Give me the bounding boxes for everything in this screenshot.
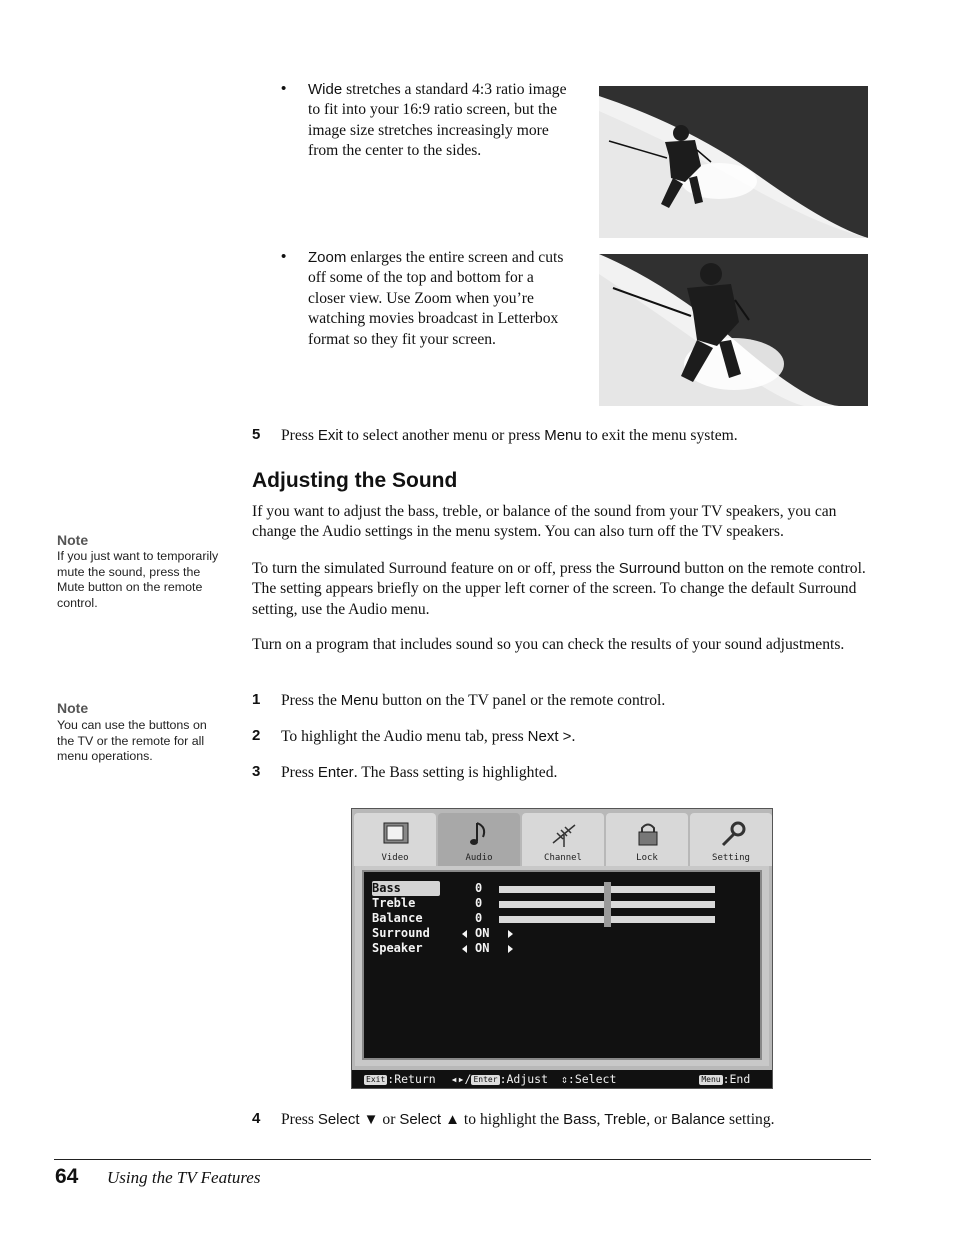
menu-row-balance: Balance bbox=[372, 911, 423, 925]
paragraph-1: If you want to adjust the bass, treble, or balance of the sound from your TV speakers, you can change the Audio settings in the menu system. You can also turn off the TV speakers. bbox=[252, 503, 837, 541]
level-knob bbox=[604, 897, 611, 912]
bullet-keyword: Wide bbox=[308, 81, 343, 98]
bullet-marker: • bbox=[281, 80, 287, 97]
tab-label: Lock bbox=[636, 853, 658, 863]
menu-screen bbox=[362, 870, 762, 1060]
footer-rule bbox=[54, 1159, 871, 1160]
menu-row-speaker: Speaker bbox=[372, 941, 423, 955]
text-fragment: Press bbox=[281, 1111, 318, 1128]
left-right-arrows-icon: ◂▸ bbox=[450, 1072, 465, 1086]
arrow-left-icon bbox=[462, 945, 467, 953]
row-label: Bass bbox=[372, 881, 401, 895]
note-text: You can use the buttons on the TV or the remote for all menu operations. bbox=[57, 718, 207, 764]
step-number: 1 bbox=[252, 691, 261, 708]
button-ref: Select ▼ bbox=[317, 1111, 379, 1128]
text-fragment: button on the TV panel or the remote control. bbox=[378, 692, 666, 709]
button-ref: Menu bbox=[340, 692, 379, 709]
row-value: ON bbox=[475, 926, 490, 940]
tab-label: Audio bbox=[465, 853, 493, 863]
tab-audio bbox=[438, 813, 520, 866]
setting-ref: Bass bbox=[563, 1111, 597, 1128]
row-value: ON bbox=[475, 941, 490, 955]
text-fragment: setting. bbox=[725, 1111, 775, 1128]
tab-channel bbox=[522, 813, 604, 866]
page-number: 64 bbox=[55, 1165, 79, 1188]
note-text: If you just want to temporarily mute the sound, press the Mute button on the remote control. bbox=[57, 549, 219, 610]
level-bar bbox=[499, 916, 715, 923]
wide-photo bbox=[599, 86, 868, 238]
step-4-text bbox=[281, 1110, 881, 1130]
text-fragment: button on the remote control. The setting appears briefly on the upper left corner of the screen. To change the default Surround setting, use the Audio menu. bbox=[252, 560, 866, 618]
section-heading: Adjusting the Sound bbox=[252, 469, 458, 492]
text-fragment: To highlight the Audio menu tab, press bbox=[281, 728, 528, 745]
bullet-text: enlarges the entire screen and cuts off some of the top and bottom for a closer view. Use Zoom when you’re watching movies broadcast in Letterbox format so they fit your screen. bbox=[308, 249, 564, 348]
bullet-marker: • bbox=[281, 248, 287, 265]
bullet-zoom bbox=[308, 248, 570, 350]
tab-video bbox=[354, 813, 436, 866]
button-ref: Select ▲ bbox=[399, 1111, 461, 1128]
footer-title: Using the TV Features bbox=[107, 1168, 261, 1187]
text-fragment: Press bbox=[281, 764, 318, 781]
menu-status-bar bbox=[352, 1070, 772, 1088]
setting-ref: Balance bbox=[670, 1111, 726, 1128]
video-icon bbox=[381, 819, 411, 849]
step-number: 5 bbox=[252, 426, 261, 443]
setting-ref: Treble bbox=[604, 1111, 647, 1128]
step-number: 2 bbox=[252, 727, 261, 744]
note-label: Note bbox=[57, 700, 89, 716]
text-fragment: , or bbox=[646, 1111, 671, 1128]
antenna-icon bbox=[549, 819, 579, 849]
text-fragment: To turn the simulated Surround feature on or off, press the bbox=[252, 560, 619, 577]
menu-panel bbox=[355, 866, 769, 1066]
status-text: :End bbox=[722, 1072, 751, 1086]
menu-row-treble: Treble bbox=[372, 896, 416, 910]
paragraph-3: Turn on a program that includes sound so you can check the results of your sound adjustments. bbox=[252, 636, 845, 653]
bullet-text: stretches a standard 4:3 ratio image to fit into your 16:9 ratio screen, but the image size stretches increasingly more from the center to the sides. bbox=[308, 81, 567, 160]
status-text: :Select bbox=[567, 1072, 617, 1086]
step-2-text bbox=[281, 727, 871, 747]
text-fragment: or bbox=[378, 1111, 400, 1128]
arrow-right-icon bbox=[508, 945, 513, 953]
step-number: 4 bbox=[252, 1110, 261, 1127]
menu-row-surround: Surround bbox=[372, 926, 430, 940]
exit-key-icon: Exit bbox=[366, 1075, 386, 1084]
paragraph-2 bbox=[252, 559, 872, 620]
enter-key-icon: Enter bbox=[473, 1075, 498, 1084]
status-text: :Adjust bbox=[499, 1072, 549, 1086]
up-down-arrows-icon: ⇕ bbox=[560, 1072, 568, 1086]
tv-audio-menu bbox=[351, 808, 773, 1089]
bullet-keyword: Zoom bbox=[308, 249, 347, 266]
zoom-photo bbox=[599, 254, 868, 406]
bullet-wide bbox=[308, 80, 570, 162]
tab-label: Video bbox=[381, 853, 409, 863]
step-3-text bbox=[281, 763, 871, 783]
text-fragment: Press the bbox=[281, 692, 341, 709]
wrench-icon bbox=[717, 819, 747, 849]
text-fragment: to exit the menu system. bbox=[581, 427, 738, 444]
level-knob bbox=[604, 912, 611, 927]
note-label: Note bbox=[57, 532, 89, 548]
text-fragment: Press bbox=[281, 427, 318, 444]
step-1-text bbox=[281, 691, 871, 711]
text-fragment: to highlight the bbox=[460, 1111, 564, 1128]
lock-icon bbox=[633, 819, 663, 849]
button-ref: Enter bbox=[317, 764, 354, 781]
level-bar bbox=[499, 886, 715, 893]
tab-label: Setting bbox=[712, 853, 750, 863]
button-ref: Menu bbox=[544, 427, 582, 444]
level-bar bbox=[499, 901, 715, 908]
tab-lock bbox=[606, 813, 688, 866]
status-text: / bbox=[464, 1072, 472, 1086]
row-value: 0 bbox=[475, 896, 483, 910]
button-ref: Exit bbox=[317, 427, 343, 444]
button-ref: Surround bbox=[618, 560, 681, 577]
arrow-right-icon bbox=[508, 930, 513, 938]
row-value: 0 bbox=[475, 911, 483, 925]
step-5-text bbox=[281, 426, 871, 446]
arrow-left-icon bbox=[462, 930, 467, 938]
button-ref: Next > bbox=[527, 728, 572, 745]
text-fragment: , bbox=[596, 1111, 605, 1128]
menu-key-icon: Menu bbox=[701, 1075, 721, 1084]
menu-row-bass bbox=[372, 881, 440, 896]
text-fragment: to select another menu or press bbox=[342, 427, 545, 444]
tab-setting bbox=[690, 813, 772, 866]
tab-label: Channel bbox=[544, 853, 582, 863]
text-fragment: . The Bass setting is highlighted. bbox=[353, 764, 558, 781]
text-fragment: . bbox=[571, 728, 576, 745]
row-value: 0 bbox=[475, 881, 483, 895]
status-text: :Return bbox=[387, 1072, 436, 1086]
music-note-icon bbox=[465, 819, 495, 849]
level-knob bbox=[604, 882, 611, 897]
step-number: 3 bbox=[252, 763, 261, 780]
